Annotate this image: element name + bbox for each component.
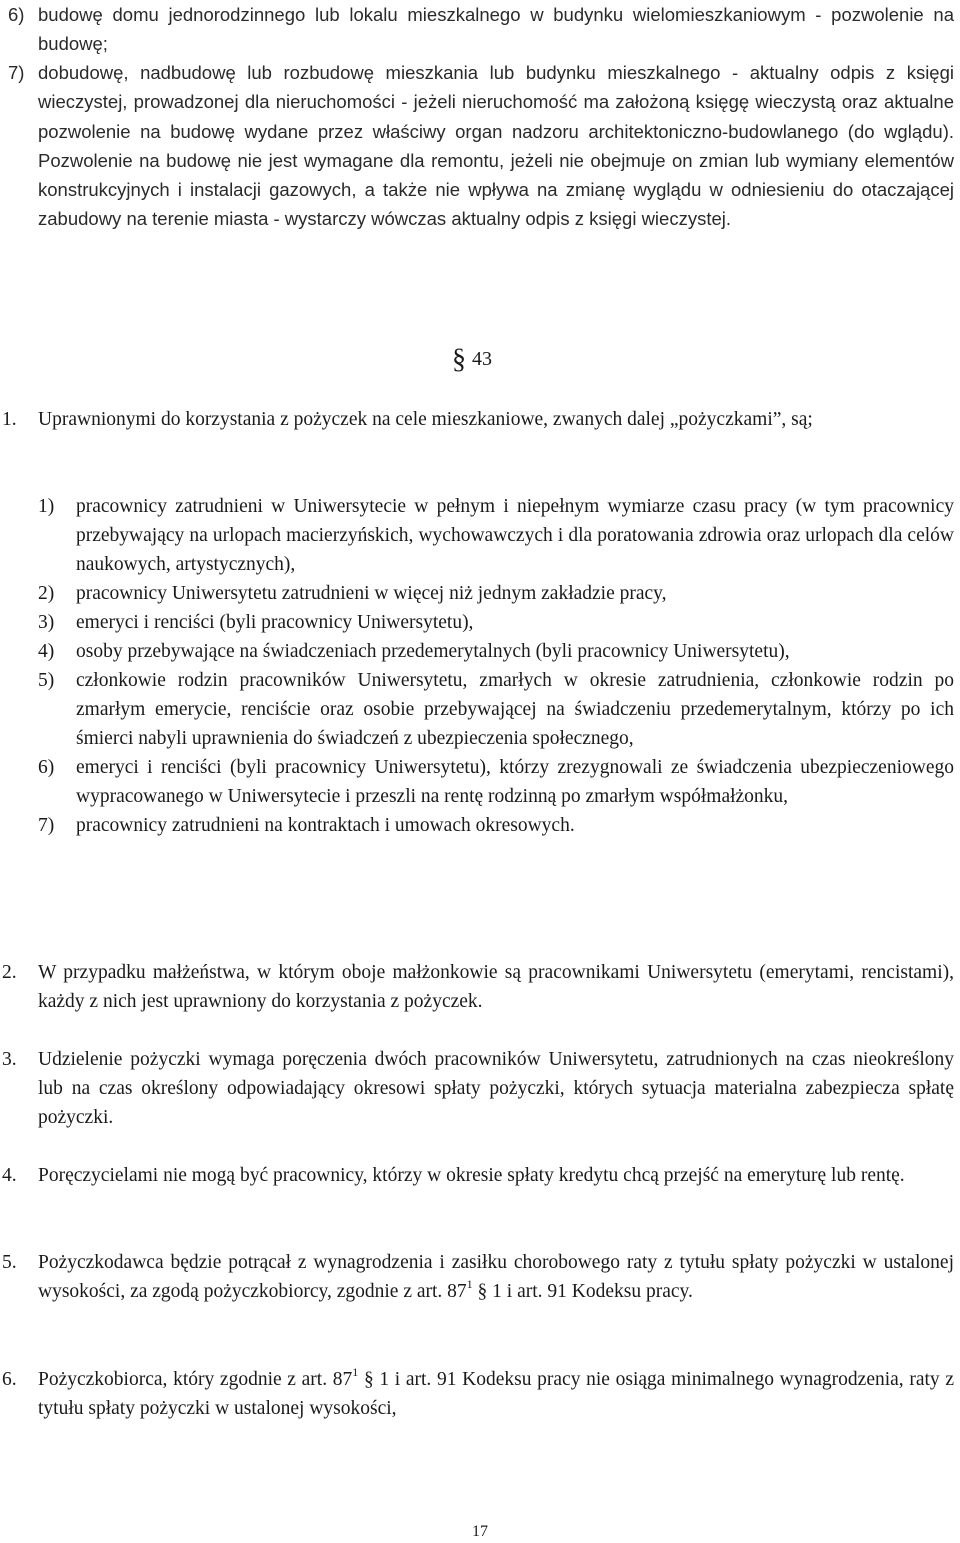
list-item [0,637,958,666]
item-number: 6) [38,757,55,778]
paragraph-text: W przypadku małżeństwa, w którym oboje małżonkowie są pracownikami Uniwersytetu (emerytami, rencistami), każdy z nich jest uprawniony do korzystania z pożyczek. [38,962,954,1012]
item-text: pracownicy zatrudnieni na kontraktach i umowach okresowych. [76,815,575,836]
section-heading [452,345,492,374]
paragraph-number: 5. [2,1252,17,1273]
paragraph-number: 4. [2,1165,17,1186]
paragraph-text [38,1248,958,1306]
paragraph-text-part: Pożyczkobiorca, który zgodnie z art. 87 [38,1369,353,1390]
item-text: pracownicy zatrudnieni w Uniwersytecie w pełnym i niepełnym wymiarze czasu pracy (w tym pracownicy przebywający na urlopach macierzyńskich, wychowawczych i dla poratowania zdrowia oraz urlopach dla celów naukowych, artystycznych), [76,496,954,575]
item-number: 6) [8,4,25,25]
paragraph-text-part: Pożyczkodawca będzie potrącał z wynagrodzenia i zasiłku chorobowego raty z tytułu spłaty pożyczki w ustalonej wysokości, za zgodą pożyczkobiorcy, zgodnie z art. 87 [38,1252,954,1302]
list-item [0,666,958,753]
paragraph-3 [0,1045,958,1132]
list-item [0,0,958,58]
item-number: 7) [38,815,55,836]
item-text: osoby przebywające na świadczeniach przedemerytalnych (byli pracownicy Uniwersytetu), [76,641,790,662]
paragraph-number: 3. [2,1049,17,1070]
list-item [0,58,958,234]
paragraph-text: Uprawnionymi do korzystania z pożyczek na cele mieszkaniowe, zwanych dalej „pożyczkami”, są; [38,409,813,430]
item-text: dobudowę, nadbudowę lub rozbudowę mieszkania lub budynku mieszkalnego - aktualny odpis z księgi wieczystej, prowadzonej dla nieruchomości - jeżeli nieruchomość ma założoną księgę wieczystą oraz aktualne pozwolenie na budowę wydane przez właściwy organ nadzoru architektoniczno-budowlanego (do wglądu). Pozwolenie na budowę nie jest wymagane dla remontu, jeżeli nie obejmuje on zmian lub wymiany elementów konstrukcyjnych i instalacji gazowych, a także nie wpływa na zmianę wyglądu w odniesieniu do otaczającej zabudowy na terenie miasta - wystarczy wówczas aktualny odpis z księgi wieczystej. [38,62,954,230]
section-symbol: § [452,344,466,375]
paragraph-text-part: § 1 i art. 91 Kodeksu pracy nie osiąga minimalnego wynagrodzenia, raty z tytułu spłaty pożyczki w ustalonej wysokości, [38,1369,954,1419]
eligible-list [0,492,958,840]
list-item [0,811,958,840]
item-text: budowę domu jednorodzinnego lub lokalu mieszkalnego w budynku wielomieszkaniowym - pozwolenie na budowę; [38,4,954,54]
list-item [0,492,958,579]
paragraph-6 [0,1365,958,1423]
paragraph-4 [0,1161,958,1190]
item-number: 7) [8,62,25,83]
paragraph-number: 1. [2,409,17,430]
paragraph-text: Poręczycielami nie mogą być pracownicy, którzy w okresie spłaty kredytu chcą przejść na emeryturę lub rentę. [38,1165,905,1186]
item-number: 4) [38,641,55,662]
superscript: 1 [466,1277,473,1291]
list-item [0,579,958,608]
item-number: 3) [38,612,55,633]
superscript: 1 [352,1365,359,1379]
list-item [0,608,958,637]
page-number: 17 [472,1523,488,1540]
paragraph-text: Udzielenie pożyczki wymaga poręczenia dwóch pracowników Uniwersytetu, zatrudnionych na czas nieokreślony lub na czas określony odpowiadający okresowi spłaty pożyczki, których sytuacja materialna zabezpiecza spłatę pożyczki. [38,1049,954,1128]
item-text: emeryci i renciści (byli pracownicy Uniwersytetu), którzy zrezygnowali ze świadczenia ubezpieczeniowego wypracowanego w Uniwersytecie i przeszli na rentę rodzinną po zmarłym współmałżonku, [76,757,954,807]
item-number: 5) [38,670,55,691]
paragraph-1 [0,405,958,434]
paragraph-text-part: § 1 i art. 91 Kodeksu pracy. [472,1281,693,1302]
paragraph-number: 2. [2,962,17,983]
section-number: 43 [472,348,492,370]
paragraph-5 [0,1248,958,1306]
paragraph-text [38,1365,958,1423]
item-number: 2) [38,583,55,604]
list-item [0,753,958,811]
item-number: 1) [38,496,55,517]
item-text: członkowie rodzin pracowników Uniwersytetu, zmarłych w okresie zatrudnienia, członkowie rodzin po zmarłym emerycie, renciście oraz osobie przebywającej na świadczeniu przedemerytalnym, którzy po ich śmierci nabyli uprawnienia do świadczeń z ubezpieczenia społecznego, [76,670,954,749]
item-text: emeryci i renciści (byli pracownicy Uniwersytetu), [76,612,474,633]
paragraph-number: 6. [2,1369,17,1390]
item-text: pracownicy Uniwersytetu zatrudnieni w więcej niż jednym zakładzie pracy, [76,583,667,604]
paragraph-2 [0,958,958,1016]
